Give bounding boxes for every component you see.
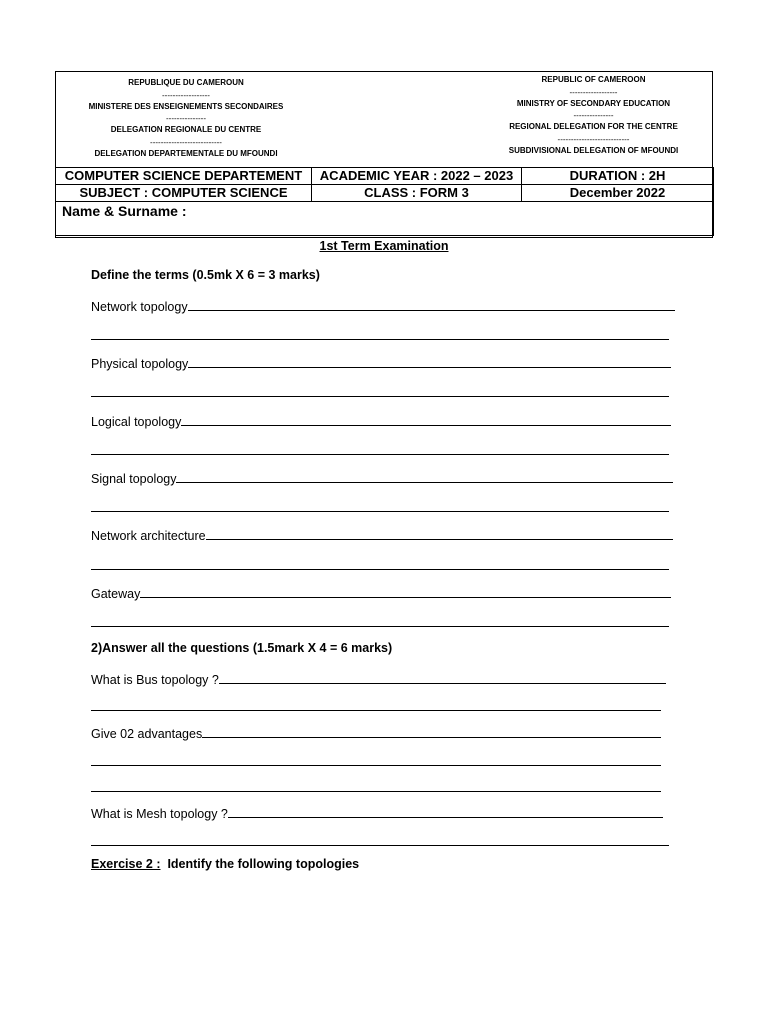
answer-line — [181, 424, 671, 426]
ministry-fr: MINISTERE DES ENSEIGNEMENTS SECONDAIRES — [88, 101, 284, 111]
name-field[interactable]: Name & Surname : — [56, 202, 714, 236]
answer-line[interactable] — [91, 511, 669, 512]
term-network-topology[interactable] — [91, 296, 675, 314]
separator: ------------------ — [162, 90, 210, 100]
section1-title: Define the terms (0.5mk X 6 = 3 marks) — [91, 268, 320, 282]
region-en: REGIONAL DELEGATION FOR THE CENTRE — [509, 122, 678, 132]
question-label: Give 02 advantages — [91, 727, 203, 741]
answer-line[interactable] — [91, 339, 669, 340]
answer-line[interactable] — [91, 396, 669, 397]
term-label: Logical topology — [91, 415, 182, 429]
class-cell: CLASS : FORM 3 — [312, 185, 522, 202]
region-fr: DELEGATION REGIONALE DU CENTRE — [110, 125, 262, 135]
administration-header — [56, 72, 712, 167]
term-label: Network topology — [91, 300, 188, 314]
separator: --------------------------- — [557, 135, 630, 145]
separator: --------------- — [573, 111, 614, 121]
french-administration — [71, 77, 301, 161]
answer-line — [206, 538, 673, 540]
section2-title: 2)Answer all the questions (1.5mark X 4 = 6 marks) — [91, 641, 393, 655]
answer-line — [140, 596, 671, 598]
term-label: Gateway — [91, 587, 141, 601]
answer-line[interactable] — [91, 765, 661, 766]
answer-line[interactable] — [91, 791, 661, 792]
answer-line — [219, 682, 666, 684]
question-mesh-topology[interactable] — [91, 803, 663, 821]
term-physical-topology[interactable] — [91, 353, 671, 371]
answer-line[interactable] — [91, 626, 669, 627]
term-label: Physical topology — [91, 357, 189, 371]
ministry-en: MINISTRY OF SECONDARY EDUCATION — [516, 98, 671, 108]
division-en: SUBDIVISIONAL DELEGATION OF MFOUNDI — [508, 146, 679, 156]
country-fr: REPUBLIQUE DU CAMEROUN — [128, 78, 244, 87]
term-network-architecture[interactable] — [91, 525, 673, 543]
exam-header — [55, 71, 713, 238]
term-signal-topology[interactable] — [91, 468, 673, 486]
english-administration — [481, 74, 706, 158]
question-label: What is Bus topology ? — [91, 673, 219, 687]
department-cell: COMPUTER SCIENCE DEPARTEMENT — [56, 168, 312, 185]
term-label: Network architecture — [91, 529, 206, 543]
subject-cell: SUBJECT : COMPUTER SCIENCE — [56, 185, 312, 202]
exercise2-heading — [91, 857, 359, 871]
date-cell: December 2022 — [522, 185, 714, 202]
answer-line — [202, 736, 661, 738]
term-gateway[interactable] — [91, 583, 671, 601]
answer-line — [188, 366, 671, 368]
division-fr: DELEGATION DEPARTEMENTALE DU MFOUNDI — [94, 149, 278, 159]
answer-line[interactable] — [91, 845, 669, 846]
country-en: REPUBLIC OF CAMEROON — [541, 75, 646, 84]
exam-info-table — [55, 167, 714, 236]
question-advantages[interactable] — [91, 723, 661, 741]
separator: ------------------ — [569, 87, 618, 97]
answer-line[interactable] — [91, 710, 661, 711]
answer-line — [176, 481, 673, 483]
exercise2-text: Identify the following topologies — [167, 857, 360, 871]
answer-line — [188, 309, 675, 311]
term-logical-topology[interactable] — [91, 411, 671, 429]
separator: --------------- — [166, 114, 206, 124]
answer-line — [228, 816, 663, 818]
question-label: What is Mesh topology ? — [91, 807, 228, 821]
academic-year-cell: ACADEMIC YEAR : 2022 – 2023 — [312, 168, 522, 185]
duration-cell: DURATION : 2H — [522, 168, 714, 185]
answer-line[interactable] — [91, 454, 669, 455]
term-label: Signal topology — [91, 472, 177, 486]
question-bus-topology[interactable] — [91, 669, 666, 687]
exam-title: 1st Term Examination — [319, 239, 449, 253]
separator: --------------------------- — [150, 138, 222, 148]
exercise2-label: Exercise 2 : — [91, 857, 161, 871]
answer-line[interactable] — [91, 569, 669, 570]
